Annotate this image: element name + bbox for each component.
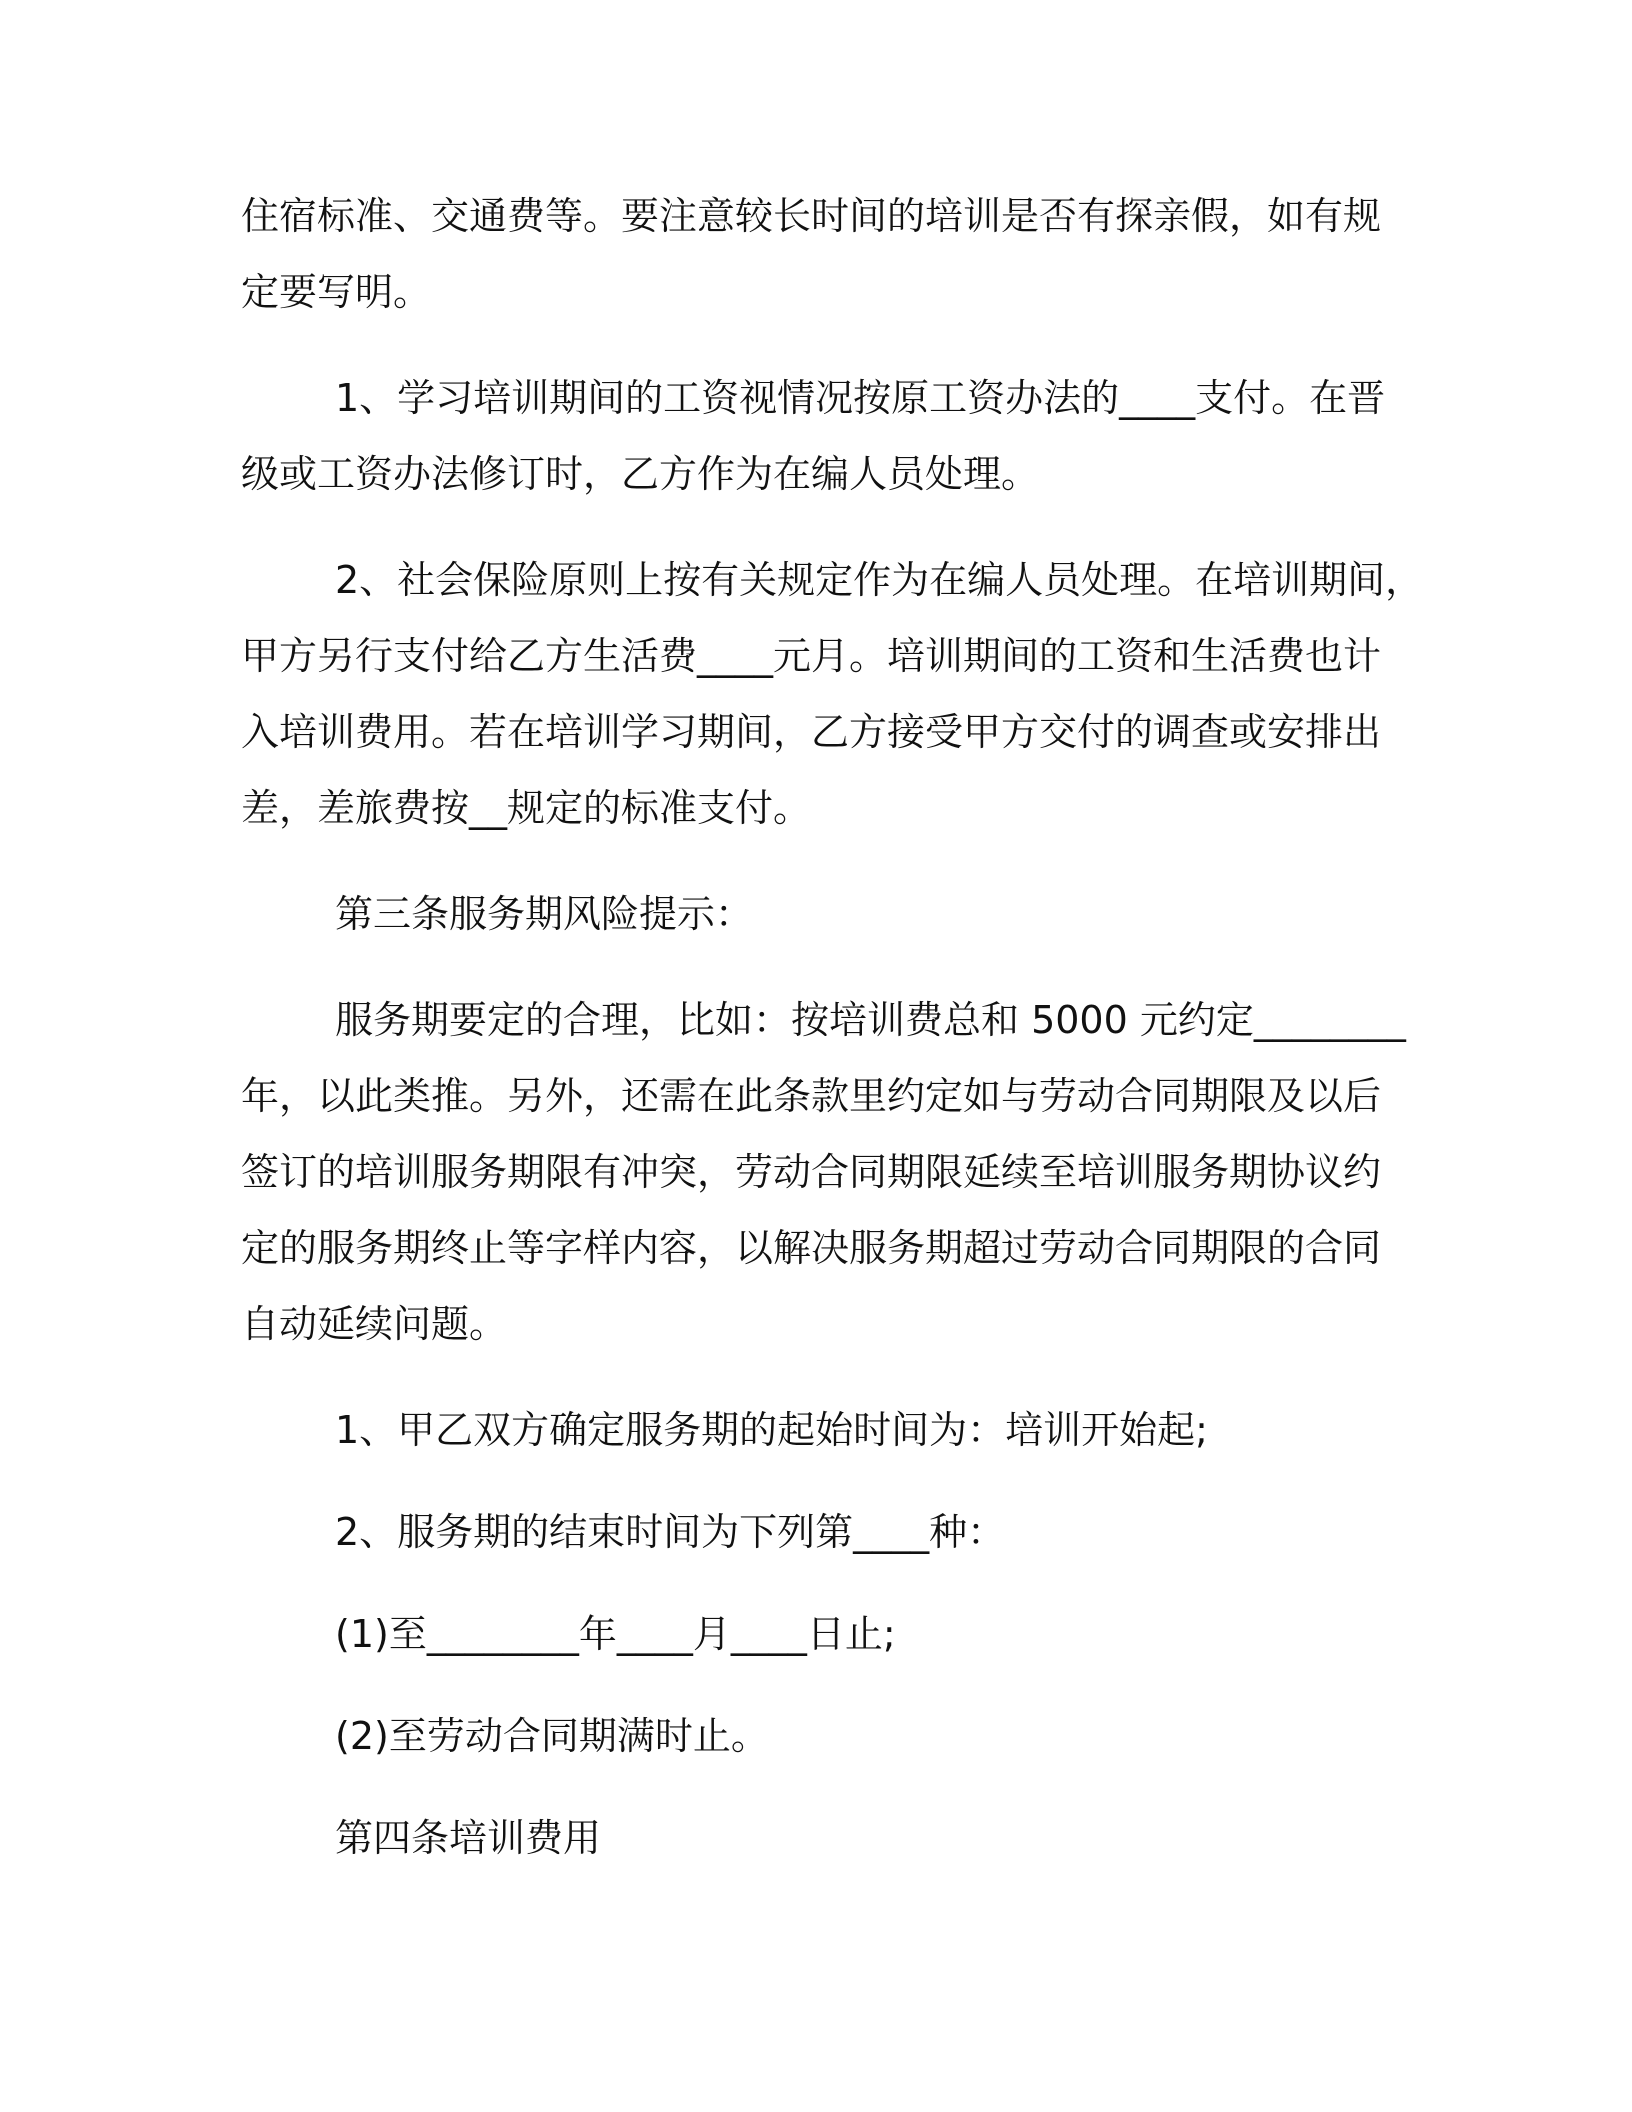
text-line: 2、服务期的结束时间为下列第____种： xyxy=(335,1510,1006,1554)
text-line: 级或工资办法修订时，乙方作为在编人员处理。 xyxy=(241,452,1040,496)
text-line: 甲方另行支付给乙方生活费____元月。培训期间的工资和生活费也计 xyxy=(241,634,1382,678)
text-line: 差，差旅费按__规定的标准支付。 xyxy=(241,786,812,830)
text-line: 1、学习培训期间的工资视情况按原工资办法的____支付。在晋 xyxy=(335,376,1386,420)
text-line: 2、社会保险原则上按有关规定作为在编人员处理。在培训期间， xyxy=(335,558,1424,602)
section-heading: 第四条培训费用 xyxy=(335,1816,602,1860)
text-line: 1、甲乙双方确定服务期的起始时间为：培训开始起; xyxy=(335,1408,1208,1452)
text-line: 定的服务期终止等字样内容，以解决服务期超过劳动合同期限的合同 xyxy=(241,1226,1382,1270)
text-line: 住宿标准、交通费等。要注意较长时间的培训是否有探亲假，如有规 xyxy=(241,194,1382,238)
text-line: (1)至________年____月____日止; xyxy=(335,1612,896,1656)
text-line: 年，以此类推。另外，还需在此条款里约定如与劳动合同期限及以后 xyxy=(241,1074,1382,1118)
text-line: (2)至劳动合同期满时止。 xyxy=(335,1714,769,1758)
text-line: 定要写明。 xyxy=(241,270,432,314)
text-line: 服务期要定的合理，比如：按培训费总和 5000 元约定________ xyxy=(335,998,1406,1042)
text-line: 自动延续问题。 xyxy=(241,1302,508,1346)
text-line: 签订的培训服务期限有冲突，劳动合同期限延续至培训服务期协议约 xyxy=(241,1150,1382,1194)
text-line: 入培训费用。若在培训学习期间，乙方接受甲方交付的调查或安排出 xyxy=(241,710,1382,754)
section-heading: 第三条服务期风险提示： xyxy=(335,892,754,936)
